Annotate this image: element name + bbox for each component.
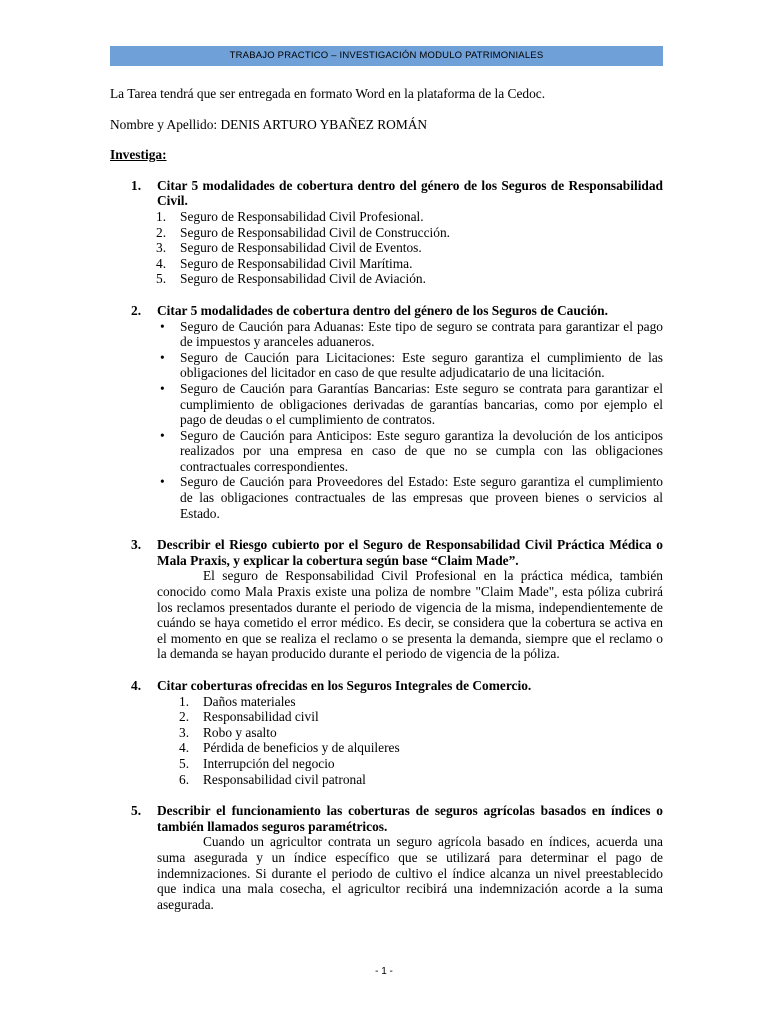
question-number: 4. — [131, 678, 142, 693]
list-item — [160, 474, 663, 521]
list-marker: 4. — [179, 740, 190, 756]
bullet-icon: • — [160, 349, 165, 365]
list-item — [179, 724, 663, 741]
document-header-band — [110, 46, 663, 66]
bullet-icon: • — [160, 380, 165, 396]
page-number: - 1 - — [375, 966, 393, 977]
answer-list — [156, 208, 663, 287]
question-title: Describir el funcionamiento las coberturas de seguros agrícolas basados en índices o también llamados seguros paramétricos. — [157, 803, 663, 834]
list-item-text: Pérdida de beneficios y de alquileres — [203, 740, 400, 756]
question-number: 5. — [131, 803, 142, 819]
list-item — [160, 349, 663, 381]
question-number: 3. — [131, 537, 142, 553]
list-item — [179, 755, 663, 772]
document-header-title: TRABAJO PRACTICO – INVESTIGACIÓN MODULO PATRIMONIALES — [229, 50, 544, 61]
question-title: Citar 5 modalidades de cobertura dentro del género de los Seguros de Responsabilidad Civil. — [157, 177, 663, 209]
list-item — [179, 709, 663, 725]
intro-instructions: La Tarea tendrá que ser entregada en formato Word en la plataforma de la Cedoc. — [110, 86, 546, 101]
question-3 — [131, 537, 663, 662]
list-item — [156, 224, 663, 241]
list-item — [160, 318, 663, 350]
list-item-text: Robo y asalto — [203, 724, 277, 740]
question-4 — [131, 678, 663, 787]
question-1 — [131, 177, 663, 287]
list-marker: 5. — [179, 755, 190, 771]
answer-paragraph: El seguro de Responsabilidad Civil Profesional en la práctica médica, también conocido como Mala Praxis existe una poliza de nombre "Claim Made", esta póliza cubrirá los reclamos presentados durante el periodo de vigencia de la misma, independientemente de cuándo se haya cometido el error médico. Es decir, se considera que la cobertura se activa en el momento en que se realiza el reclamo o se presenta la demanda, siempre que el reclamo o la demanda se hayan producido durante el periodo de vigencia de la póliza. — [157, 568, 663, 662]
list-item — [160, 380, 663, 428]
list-item — [179, 693, 663, 710]
list-item — [160, 427, 663, 475]
list-item — [156, 255, 663, 272]
question-5 — [131, 803, 663, 912]
bullet-icon: • — [160, 427, 165, 443]
list-item-text: Seguro de Responsabilidad Civil de Aviación. — [180, 271, 426, 287]
question-number: 2. — [131, 302, 142, 318]
list-marker: 1. — [156, 208, 167, 224]
list-item-text: Responsabilidad civil — [203, 709, 319, 725]
student-name: Nombre y Apellido: DENIS ARTURO YBAÑEZ ROMÁN — [110, 116, 428, 132]
list-item-text: Seguro de Caución para Anticipos: Este seguro garantiza la devolución de los anticipos realizados por una empresa en caso de que no se cumpla con las obligaciones contractuales correspondientes. — [180, 427, 663, 474]
list-item-text: Daños materiales — [203, 693, 296, 709]
list-marker: 2. — [179, 709, 190, 725]
list-item-text: Responsabilidad civil patronal — [203, 771, 366, 787]
list-marker: 1. — [179, 693, 190, 709]
list-item-text: Seguro de Responsabilidad Civil Profesional. — [180, 208, 424, 224]
answer-paragraph: Cuando un agricultor contrata un seguro agrícola basado en índices, acuerda una suma asegurada y un índice específico que se utilizará para determinar el pago de indemnizaciones. Si durante el periodo de cultivo el índice alcanza un nivel preestablecido que indica una mala cosecha, el agricultor recibirá una indemnización acorde a la suma asegurada. — [157, 834, 663, 912]
list-marker: 5. — [156, 271, 167, 287]
list-item — [179, 771, 663, 788]
list-marker: 2. — [156, 224, 167, 240]
question-2 — [131, 302, 663, 521]
bullet-list — [160, 318, 663, 522]
bullet-icon: • — [160, 318, 165, 334]
list-item-text: Seguro de Caución para Garantías Bancarias: Este seguro se contrata para garantizar el cumplimiento de obligaciones derivadas de garantías bancarias, como por ejemplo el pago de deudas o el cumplimiento de contratos. — [180, 380, 663, 428]
document-body — [110, 86, 663, 912]
list-item-text: Seguro de Responsabilidad Civil de Construcción. — [180, 224, 451, 240]
list-item-text: Seguro de Caución para Licitaciones: Este seguro garantiza el cumplimiento de las obligaciones del licitador en caso de que resulte adjudicatario de una licitación. — [180, 349, 663, 381]
bullet-icon: • — [160, 474, 165, 490]
list-item-text: Seguro de Responsabilidad Civil de Eventos. — [180, 240, 422, 256]
list-marker: 6. — [179, 771, 190, 787]
investiga-heading: Investiga: — [110, 147, 167, 163]
list-item-text: Seguro de Caución para Aduanas: Este tipo de seguro se contrata para garantizar el pago de impuestos y aranceles aduaneros. — [180, 318, 663, 350]
list-marker: 3. — [156, 240, 167, 256]
list-marker: 3. — [179, 724, 190, 740]
list-item — [156, 208, 663, 225]
list-item — [179, 740, 663, 756]
question-title: Citar coberturas ofrecidas en los Seguros Integrales de Comercio. — [157, 678, 532, 693]
list-marker: 4. — [156, 255, 167, 271]
question-number: 1. — [131, 177, 142, 193]
answer-list — [179, 693, 663, 788]
list-item — [156, 271, 663, 287]
question-title: Describir el Riesgo cubierto por el Seguro de Responsabilidad Civil Práctica Médica o Mala Praxis, y explicar la cobertura según base “Claim Made”. — [157, 537, 663, 568]
list-item-text: Seguro de Caución para Proveedores del Estado: Este seguro garantiza el cumplimiento de las obligaciones contractuales de las empresas que proveen bienes o servicios al Estado. — [180, 474, 663, 521]
list-item — [156, 240, 663, 256]
list-item-text: Seguro de Responsabilidad Civil Marítima. — [180, 255, 413, 271]
question-title: Citar 5 modalidades de cobertura dentro del género de los Seguros de Caución. — [157, 302, 608, 318]
list-item-text: Interrupción del negocio — [203, 755, 335, 771]
